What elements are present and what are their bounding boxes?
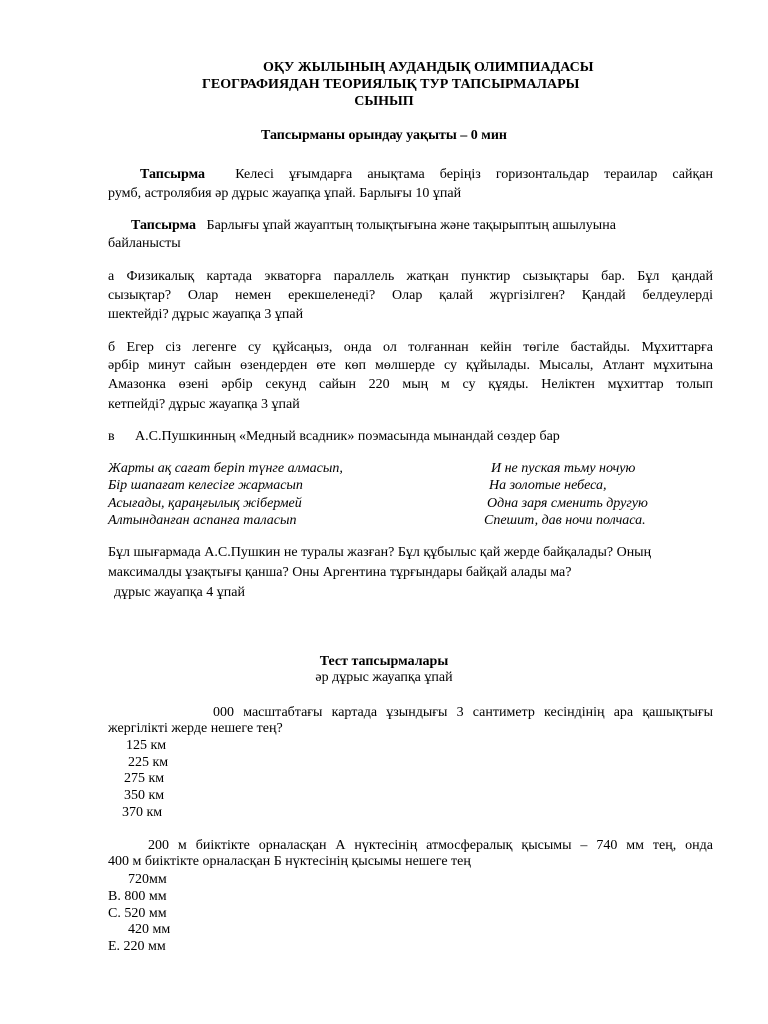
poem-left-3: Асығады, қараңғылық жібермей <box>108 496 302 511</box>
poem-right-3: Одна заря сменить другую <box>487 496 648 511</box>
item-v-text: А.С.Пушкинның «Медный всадник» поэмасында мынандай сөздер бар <box>135 429 560 444</box>
poem-right-2: На золотые небеса, <box>489 478 607 493</box>
q2-option-2: B. 800 мм <box>108 889 167 904</box>
q1-line1: 000 масштабтағы картада ұзындығы 3 сантиметр кесіндінің ара қашықтығы <box>213 705 713 720</box>
q2-option-5: E. 220 мм <box>108 939 166 954</box>
q1-line2: жергілікті жерде нешеге тең? <box>108 721 283 736</box>
item-b-line2: әрбір минут сайын өзендерден өте көп мөлшерде су құйылады. Мысалы, Атлант мұхитына <box>108 358 713 373</box>
header-line1: ОҚУ ЖЫЛЫНЫҢ АУДАНДЫҚ ОЛИМПИАДАСЫ <box>263 60 594 75</box>
q1-option-1: 125 км <box>126 738 167 753</box>
q1-option-4: 350 км <box>124 788 165 803</box>
task2-line1 <box>131 218 616 234</box>
poem-left-2: Бір шапағат келесіге жармасып <box>108 478 303 493</box>
item-b-line3: Амазонка өзені әрбір секунд сайын 220 мың м су құяды. Неліктен мұхиттар толып <box>108 377 713 392</box>
item-a-line2: сызықтар? Олар немен ерекшеленеді? Олар қалай жүргізілген? Қандай белдеулерді <box>108 288 713 303</box>
item-a-line1: а Физикалық картада экваторға параллель жатқан пунктир сызықтары бар. Бұл қандай <box>108 269 713 284</box>
task1-label: Тапсырма <box>140 167 206 182</box>
item-b-line4: кетпейді? дұрыс жауапқа 3 ұпай <box>108 397 300 412</box>
q2-option-3: C. 520 мм <box>108 906 167 921</box>
test-subtitle: әр дұрыс жауапқа ұпай <box>315 670 453 685</box>
time-line: Тапсырманы орындау уақыты – 0 мин <box>261 128 507 143</box>
q2-option-1: 720мм <box>128 872 167 887</box>
poem-right-1: И не пуская тьму ночую <box>491 461 636 476</box>
question-v-line2: максималды ұзақтығы қанша? Оны Аргентина тұрғындары байқай алады ма? <box>108 565 572 580</box>
task2-label: Тапсырма <box>131 218 197 233</box>
test-title: Тест тапсырмалары <box>319 654 449 669</box>
q1-option-5: 370 км <box>122 805 163 820</box>
task1-line2: румб, астролябия әр дұрыс жауапқа ұпай. Барлығы 10 ұпай <box>108 186 462 201</box>
q2-line2: 400 м биіктікте орналасқан Б нүктесінің қысымы нешеге тең <box>108 854 471 869</box>
q2-option-4: 420 мм <box>128 922 171 937</box>
item-v-letter: в <box>108 429 115 444</box>
question-v-line3: дұрыс жауапқа 4 ұпай <box>114 585 245 600</box>
task1-line1 <box>108 166 713 184</box>
poem-left-1: Жарты ақ сағат беріп түнге алмасып, <box>108 461 343 476</box>
q2-line1: 200 м биіктікте орналасқан А нүктесінің атмосфералық қысымы – 740 мм тең, онда <box>148 838 713 853</box>
question-v-line1: Бұл шығармада А.С.Пушкин не туралы жазған? Бұл құбылыс қай жерде байқалады? Оның <box>108 545 652 560</box>
q1-option-2: 225 км <box>128 755 169 770</box>
q1-option-3: 275 км <box>124 771 165 786</box>
task2-line2: байланысты <box>108 236 181 251</box>
header-line2: ГЕОГРАФИЯДАН ТЕОРИЯЛЫҚ ТУР ТАПСЫРМАЛАРЫ <box>202 77 580 92</box>
header-line3: СЫНЫП <box>354 94 414 109</box>
poem-left-4: Алтынданған аспанға таласып <box>108 513 297 528</box>
item-a-line3: шектейді? дұрыс жауапқа 3 ұпай <box>108 307 304 322</box>
task2-text1: Барлығы ұпай жауаптың толықтығына және тақырыптың ашылуына <box>206 218 616 233</box>
task1-text1: Келесі ұғымдарға анықтама беріңіз горизонтальдар тераилар сайқан <box>235 167 714 182</box>
item-b-line1: б Егер сіз легенге су құйсаңыз, онда ол толғаннан кейін төгіле бастайды. Мұхиттарға <box>108 340 713 355</box>
poem-right-4: Спешит, дав ночи полчаса. <box>484 513 646 528</box>
